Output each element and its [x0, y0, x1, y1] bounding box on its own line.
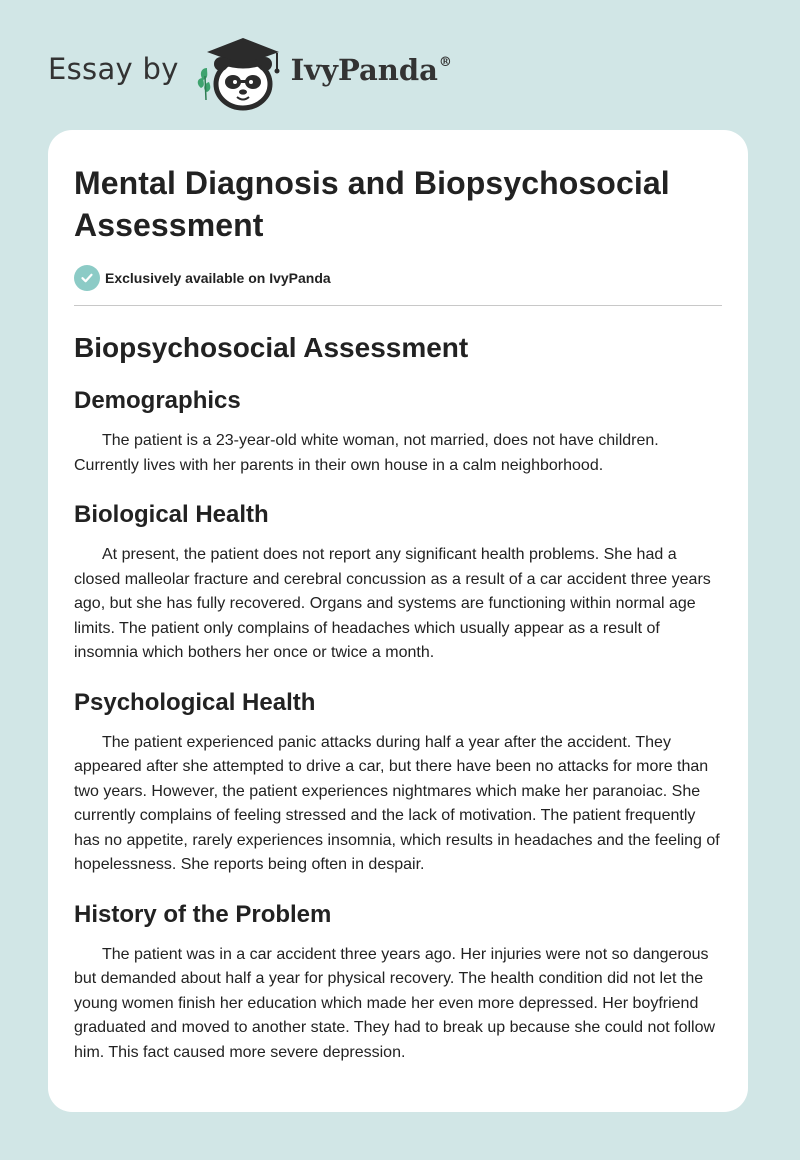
brand-name-text: IvyPanda	[290, 53, 438, 87]
registered-mark: ®	[438, 55, 452, 70]
check-circle-icon	[74, 265, 100, 291]
section-paragraph: At present, the patient does not report any significant health problems. She had a closed malleolar fracture and cerebral concussion as a result of a car accident three years ago, but she has fully recovered. Organs and systems are functioning within normal age limits. The patient only complains of headaches which usually appear as a result of insomnia which bothers her once or twice a month.	[74, 546, 711, 661]
section-title: History of the Problem	[74, 900, 332, 928]
section-demographics	[74, 385, 722, 478]
panda-logo-icon[interactable]	[193, 32, 289, 112]
section-biological-health	[74, 499, 722, 666]
essay-by-label: Essay by	[48, 52, 179, 86]
brand-name[interactable]	[291, 53, 452, 87]
title-divider	[74, 305, 722, 306]
exclusive-badge	[74, 264, 722, 292]
section-paragraph: The patient is a 23-year-old white woman, not married, does not have children. Currently lives with her parents in their own house in a calm neighborhood.	[74, 432, 659, 474]
section-history-of-problem	[74, 899, 722, 1066]
section-paragraph: The patient was in a car accident three years ago. Her injuries were not so dangerous but demanded about half a year for physical recovery. The health condition did not let the young women finish her education which made her even more depressed. Her boyfriend graduated and moved to another state. They had to break up because she could not follow him. This fact caused more severe depression.	[74, 945, 716, 1061]
section-paragraph: The patient experienced panic attacks during half a year after the accident. They appeared after she attempted to drive a car, but there have been no attacks for more than two years. However, the patient experiences nightmares which make her paranoiac. She currently complains of feeling stressed and the lack of motivation. The patient frequently has no appetite, rarely experiences insomnia, which results in headaches and the feeling of hopelessness. She reports being often in despair.	[74, 733, 720, 873]
essay-card	[48, 130, 748, 1112]
site-header	[48, 32, 452, 112]
page-title: Mental Diagnosis and Biopsychosocial Assessment	[74, 165, 670, 243]
section-title: Psychological Health	[74, 688, 316, 716]
ivy-leaf-icon	[197, 68, 210, 100]
section-psychological-health	[74, 687, 722, 878]
exclusive-label: Exclusively available on IvyPanda	[105, 270, 331, 286]
section-title: Demographics	[74, 387, 241, 414]
section-title: Biological Health	[74, 501, 269, 528]
section-heading-main: Biopsychosocial Assessment	[74, 332, 469, 363]
